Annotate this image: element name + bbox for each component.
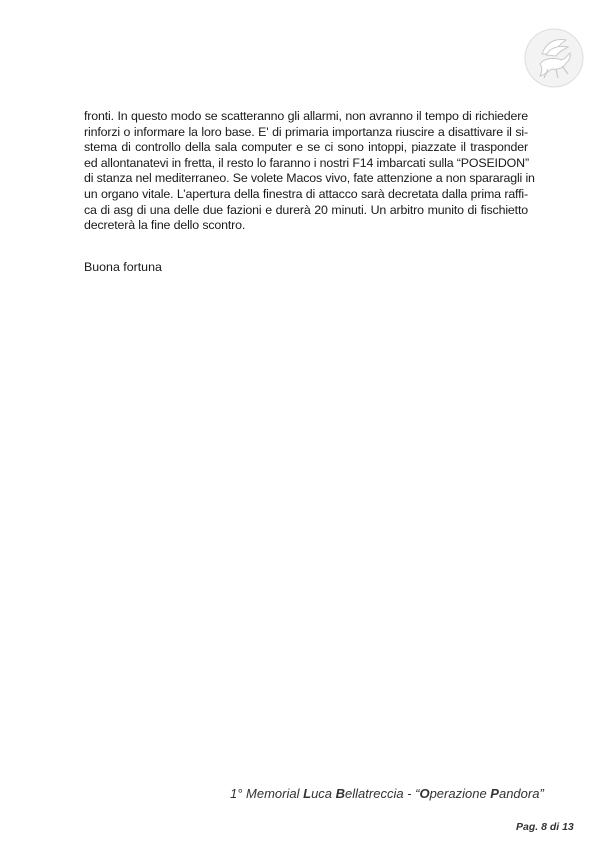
footer-initial: B <box>335 786 346 801</box>
footer-initial: L <box>303 786 312 801</box>
paragraph-line: stema di controllo della sala computer e se ci sono intoppi, piazzate il trasponder <box>84 140 528 155</box>
paragraph-line: decreterà la fine dello scontro. <box>84 218 246 233</box>
paragraph-line: fronti. In questo modo se scatteranno gli allarmi, non avranno il tempo di richiedere <box>84 109 528 123</box>
footer-initial: O <box>419 786 430 801</box>
footer-initial: P <box>490 786 499 801</box>
body-paragraph <box>84 109 535 234</box>
paragraph-line: ca di asg di una delle due fazioni e durerà 20 minuti. Un arbitro munito di fischietto <box>84 202 528 217</box>
footer-quote-close: ” <box>539 786 544 801</box>
footer-event-title <box>230 786 544 801</box>
footer-quote-open: “ <box>415 786 420 801</box>
winged-horse-icon <box>524 28 584 88</box>
paragraph-line: ed allontanatevi in fretta, il resto lo faranno i nostri F14 imbarcati sulla “POSEIDON” <box>84 155 529 170</box>
footer-prefix: 1° Memorial <box>230 786 304 801</box>
paragraph-line: di stanza nel mediterraneo. Se volete Macos vivo, fate attenzione a non spararagli in <box>84 171 535 186</box>
footer-text: perazione <box>429 786 491 801</box>
footer-text: andora <box>498 786 540 801</box>
paragraph-line: rinforzi o informare la loro base. E' di primaria importanza riuscire a disattivare il si- <box>84 124 528 139</box>
paragraph-line: un organo vitale. L’apertura della finestra di attacco sarà decretata dalla prima raffi- <box>84 186 528 201</box>
page-number: Pag. 8 di 13 <box>516 821 574 833</box>
footer-text: uca <box>311 786 336 801</box>
footer-text: ellatreccia - <box>345 786 416 801</box>
closing-text: Buona fortuna <box>84 260 162 274</box>
